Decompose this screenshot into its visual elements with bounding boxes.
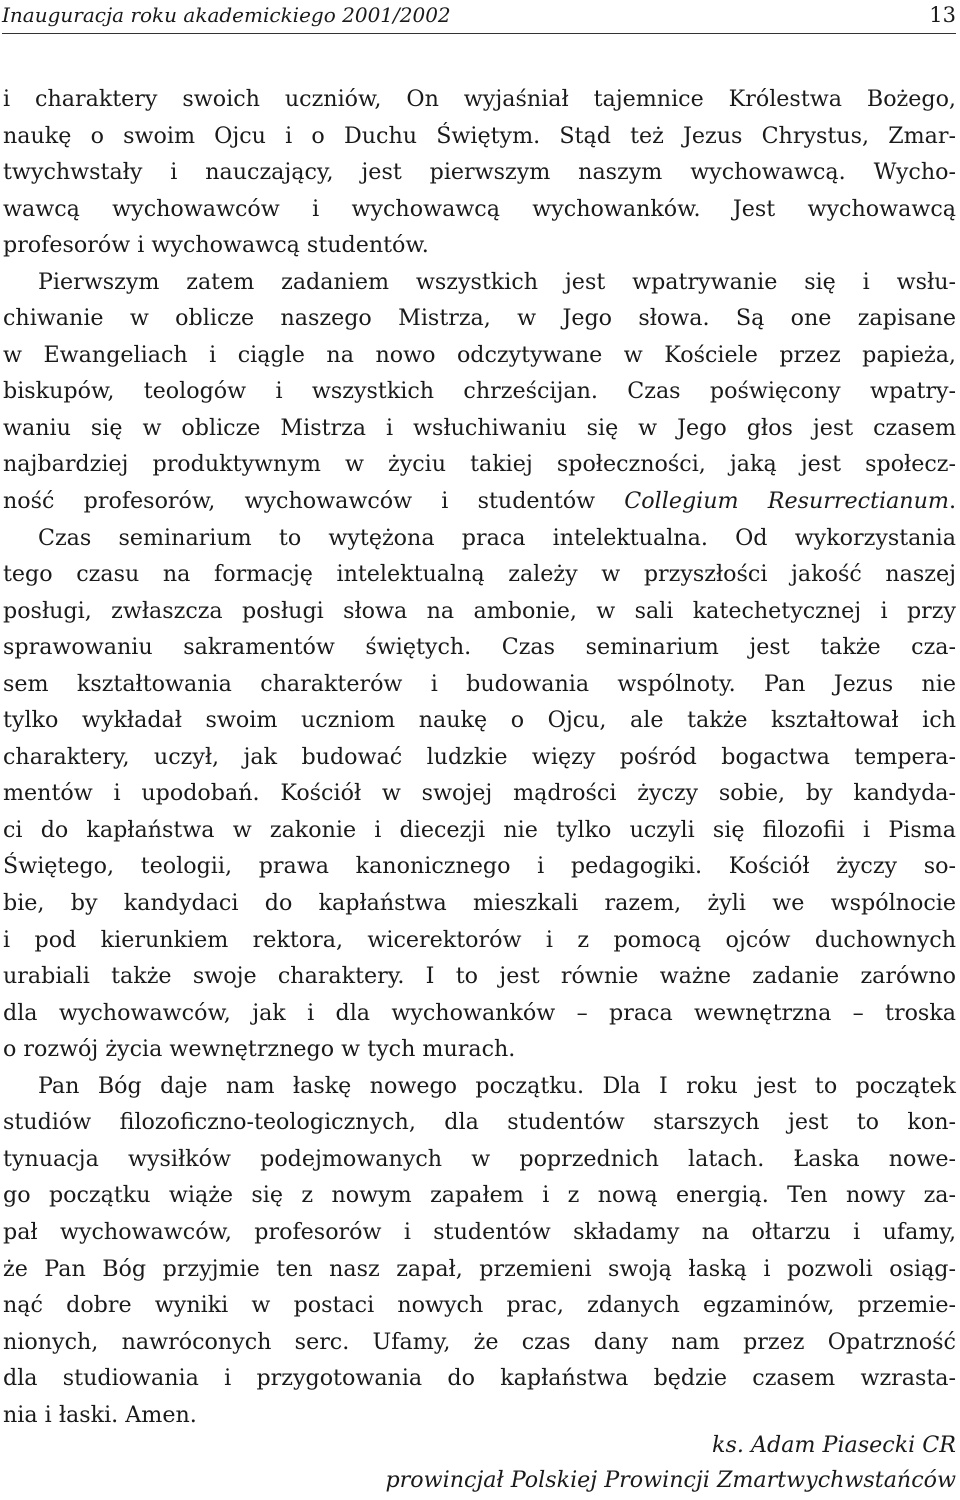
text-line: Pierwszym zatem zadaniem wszystkich jest wpatrywanie się i wsłu- xyxy=(38,268,956,295)
text-line: biskupów, teologów i wszystkich chrześcijan. Czas poświęcony wpatry- xyxy=(3,378,956,405)
italic-phrase: Collegium Resurrectianum xyxy=(624,488,949,515)
text-line: naukę o swoim Ojcu i o Duchu Świętym. Stąd też Jezus Chrystus, Zmar- xyxy=(3,122,956,149)
page-header xyxy=(2,0,956,34)
text-line: nionych, nawróconych serc. Ufamy, że czas dany nam przez Opatrzność xyxy=(3,1328,956,1355)
text-line: studiów filozoficzno-teologicznych, dla studentów starszych jest to kon- xyxy=(3,1109,956,1136)
text-line: urabiali także swoje charaktery. I to jest równie ważne zadanie zarówno xyxy=(3,963,956,990)
text-line: najbardziej produktywnym w życiu takiej społeczności, jaką jest społecz- xyxy=(3,451,956,478)
page-number: 13 xyxy=(929,3,956,27)
text-line: mentów i upodobań. Kościół w swojej mądrości życzy sobie, by kandyda- xyxy=(3,780,956,807)
text-line: go początku wiąże się z nowym zapałem i z nową energią. Ten nowy za- xyxy=(3,1182,956,1209)
text-line: Pan Bóg daje nam łaskę nowego początku. Dla I roku jest to początek xyxy=(38,1072,956,1099)
text-line: posługi, zwłaszcza posługi słowa na ambonie, w sali katechetycznej i przy xyxy=(3,597,956,624)
text-line: charaktery, uczył, jak budować ludzkie więzy pośród bogactwa tempera- xyxy=(3,743,956,770)
text-line: tego czasu na formację intelektualną zależy w przyszłości jakość naszej xyxy=(3,561,956,588)
text-line: dla studiowania i przygotowania do kapłaństwa będzie czasem wzrasta- xyxy=(3,1365,956,1392)
text-line: i pod kierunkiem rektora, wicerektorów i z pomocą ojców duchownych xyxy=(3,926,956,953)
text-line: o rozwój życia wewnętrznego w tych murach. xyxy=(3,1036,516,1063)
text-line: tylko wykładał swoim uczniom naukę o Ojcu, ale także kształtował ich xyxy=(3,707,956,734)
text-line: w Ewangeliach i ciągle na nowo odczytywane w Kościele przez papieża, xyxy=(3,341,956,368)
signature-name: ks. Adam Piasecki CR xyxy=(712,1432,956,1458)
text-line: twychwstały i nauczający, jest pierwszym naszym wychowawcą. Wycho- xyxy=(3,159,956,186)
text-line: sprawowaniu sakramentów świętych. Czas seminarium jest także cza- xyxy=(3,634,956,661)
text-line: nia i łaski. Amen. xyxy=(3,1401,197,1428)
running-title: Inauguracja roku akademickiego 2001/2002 xyxy=(2,3,451,27)
text-line: waniu się w oblicze Mistrza i wsłuchiwaniu się w Jego głos jest czasem xyxy=(3,414,956,441)
text-line: sem kształtowania charakterów i budowania wspólnoty. Pan Jezus nie xyxy=(3,670,956,697)
text-line: wawcą wychowawców i wychowawcą wychowanków. Jest wychowawcą xyxy=(3,195,956,222)
text-line xyxy=(3,483,956,520)
signature-title: prowincjał Polskiej Prowincji Zmartwychwstańców xyxy=(385,1467,956,1493)
text-line: dla wychowawców, jak i dla wychowanków – praca wewnętrzna – troska xyxy=(3,999,956,1026)
text-line: tynuacja wysiłków podejmowanych w poprzednich latach. Łaska nowe- xyxy=(3,1145,956,1172)
text-line: Świętego, teologii, prawa kanonicznego i pedagogiki. Kościół życzy so- xyxy=(3,853,956,880)
text-line: ci do kapłaństwa w zakonie i diecezji nie tylko uczyli się filozofii i Pisma xyxy=(3,816,956,843)
text-line-start: ność profesorów, wychowawców i studentów xyxy=(3,488,625,515)
text-line: profesorów i wychowawcą studentów. xyxy=(3,232,429,259)
text-line: Czas seminarium to wytężona praca intelektualna. Od wykorzystania xyxy=(38,524,956,551)
text-line: nąć dobre wyniki w postaci nowych prac, zdanych egzaminów, przemie- xyxy=(3,1292,956,1319)
italic-phrase-punctuation: . xyxy=(948,488,956,515)
text-line: pał wychowawców, profesorów i studentów składamy na ołtarzu i ufamy, xyxy=(3,1218,956,1245)
text-line: chiwanie w oblicze naszego Mistrza, w Jego słowa. Są one zapisane xyxy=(3,305,956,332)
text-line: że Pan Bóg przyjmie ten nasz zapał, przemieni swoją łaską i pozwoli osiąg- xyxy=(3,1255,956,1282)
body-text xyxy=(3,81,956,1433)
text-line: i charaktery swoich uczniów, On wyjaśniał tajemnice Królestwa Bożego, xyxy=(3,86,956,112)
text-line: bie, by kandydaci do kapłaństwa mieszkali razem, żyli we wspólnocie xyxy=(3,890,956,917)
